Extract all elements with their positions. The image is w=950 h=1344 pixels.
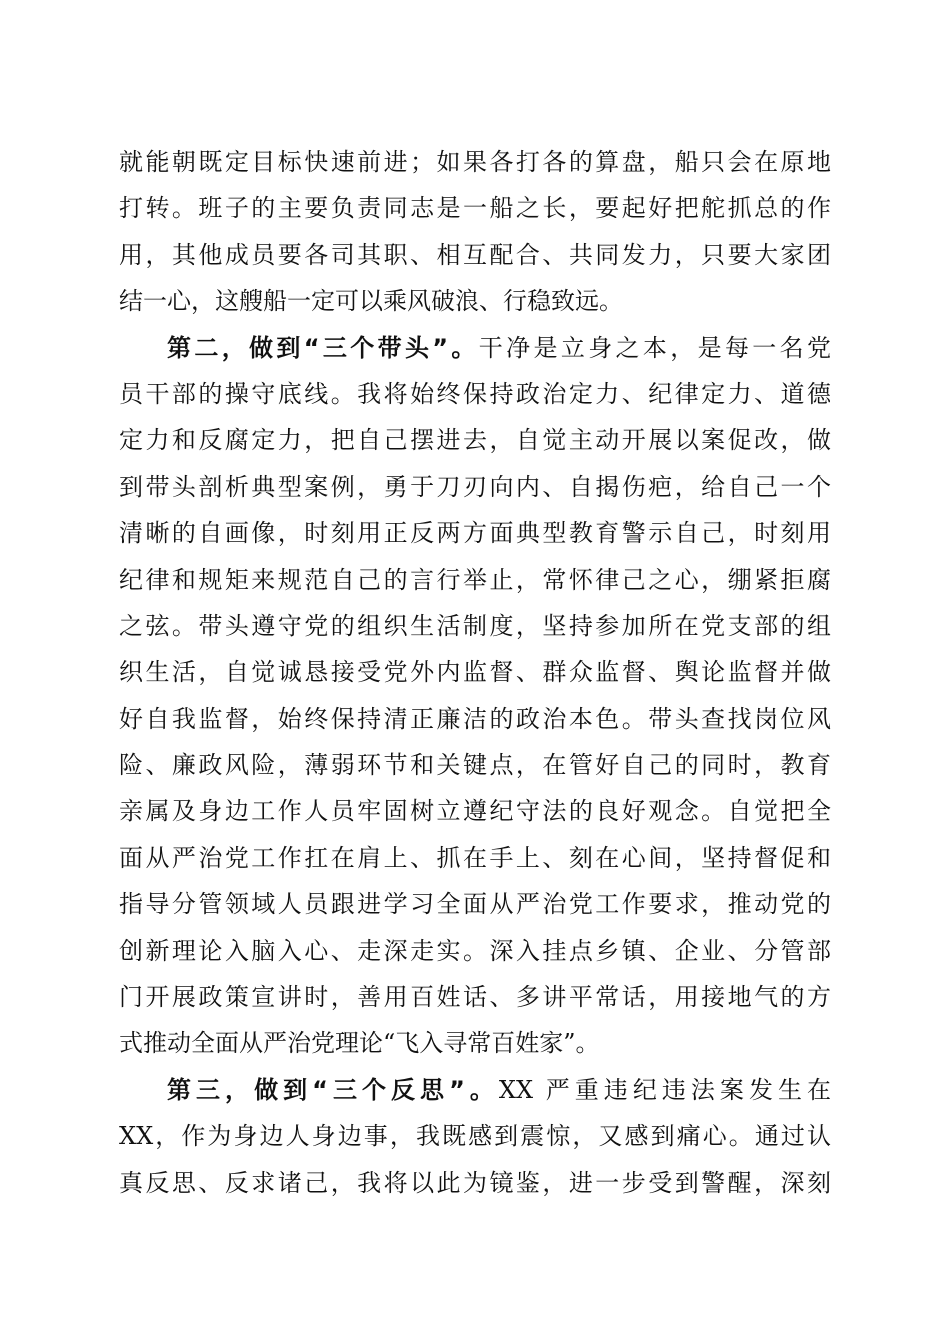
body-line: 织生活，自觉诚恳接受党外内监督、群众监督、舆论监督并做 <box>119 658 831 687</box>
body-line: 用，其他成员要各司其职、相互配合、共同发力，只要大家团 <box>119 240 831 269</box>
body-line: 真反思、反求诸己，我将以此为镜鉴，进一步受到警醒，深刻 <box>119 1168 831 1197</box>
body-line: 指导分管领域人员跟进学习全面从严治党工作要求，推动党的 <box>119 890 831 919</box>
body-line: 好自我监督，始终保持清正廉洁的政治本色。带头查找岗位风 <box>119 704 831 733</box>
body-line: 清晰的自画像，时刻用正反两方面典型教育警示自己，时刻用 <box>119 519 831 548</box>
document-body <box>119 139 831 1206</box>
body-text: XX 严重违纪违法案发生在 <box>498 1075 831 1104</box>
body-text: 干净是立身之本，是每一名党 <box>478 333 832 362</box>
section-heading: 第二，做到“三个带头”。 <box>167 333 479 362</box>
body-line: 纪律和规矩来规范自己的言行举止，常怀律己之心，绷紧拒腐 <box>119 565 831 594</box>
body-line: 面从严治党工作扛在肩上、抓在手上、刻在心间，坚持督促和 <box>119 843 831 872</box>
body-line: 亲属及身边工作人员牢固树立遵纪守法的良好观念。自觉把全 <box>119 797 831 826</box>
body-line: 之弦。带头遵守党的组织生活制度，坚持参加所在党支部的组 <box>119 611 831 640</box>
body-line: 就能朝既定目标快速前进；如果各打各的算盘，船只会在原地 <box>119 148 831 176</box>
body-line: XX，作为身边人身边事，我既感到震惊，又感到痛心。通过认 <box>119 1122 831 1151</box>
body-line: 定力和反腐定力，把自己摆进去，自觉主动开展以案促改，做 <box>119 426 831 455</box>
body-line: 创新理论入脑入心、走深走实。深入挂点乡镇、企业、分管部 <box>119 936 831 965</box>
body-line: 门开展政策宣讲时，善用百姓话、多讲平常话，用接地气的方 <box>119 983 831 1012</box>
body-line: 到带头剖析典型案例，勇于刀刃向内、自揭伤疤，给自己一个 <box>119 472 831 501</box>
paragraph-first-line <box>119 325 831 371</box>
section-heading: 第三，做到“三个反思”。 <box>167 1075 499 1104</box>
body-line: 打转。班子的主要负责同志是一船之长，要起好把舵抓总的作 <box>119 194 831 223</box>
body-line: 结一心，这艘船一定可以乘风破浪、行稳致远。 <box>119 287 623 316</box>
paragraph-first-line <box>119 1067 831 1113</box>
body-line: 险、廉政风险，薄弱环节和关键点，在管好自己的同时，教育 <box>119 751 831 780</box>
body-line: 员干部的操守底线。我将始终保持政治定力、纪律定力、道德 <box>119 379 831 408</box>
body-line: 式推动全面从严治党理论“飞入寻常百姓家”。 <box>119 1029 600 1058</box>
